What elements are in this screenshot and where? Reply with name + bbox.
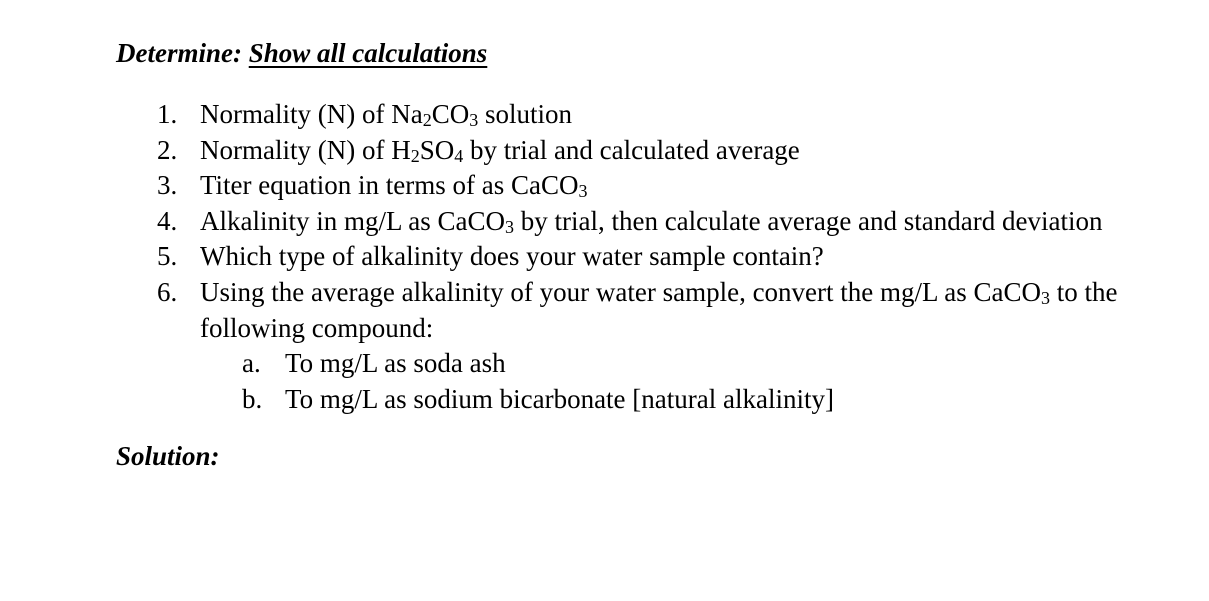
list-number: 3. (157, 170, 178, 201)
list-item-3 (0, 168, 1209, 204)
sub-item-text: To mg/L as soda ash (285, 348, 506, 379)
list-text: following compound: (200, 312, 434, 343)
list-item-2 (0, 133, 1209, 169)
heading (116, 38, 487, 69)
list-number: 6. (157, 276, 178, 307)
heading-underlined: Show all calculations (248, 38, 488, 68)
list-text: Normality (N) of $H_2SO_4$ by trial and calculated average (200, 134, 800, 166)
sub-item-b (0, 382, 1209, 418)
list-number: 4. (157, 205, 178, 236)
heading-prefix: Determine: (116, 38, 249, 68)
list-item-6-continuation (0, 311, 1209, 347)
sub-item-text: To mg/L as sodium bicarbonate [natural alkalinity] (285, 383, 834, 414)
solution-label: Solution: (116, 441, 220, 471)
list-item-1 (0, 97, 1209, 133)
list-item-4 (0, 204, 1209, 240)
list-number: 5. (157, 241, 178, 272)
list-number: 1. (157, 99, 178, 129)
list-text: Titer equation in terms of as CaCO$_3$ (200, 170, 588, 202)
list-item-5 (0, 239, 1209, 275)
list-text: Alkalinity in mg/L as CaCO$_3$ by trial, then calculate average and standard deviation (200, 205, 1103, 237)
task-list (0, 97, 1209, 417)
list-text: Using the average alkalinity of your water sample, convert the mg/L as CaCO$_3$ to the (200, 276, 1118, 308)
list-number: 2. (157, 134, 178, 165)
sub-item-a (0, 346, 1209, 382)
sub-item-letter: a. (242, 348, 261, 379)
list-text: Which type of alkalinity does your water sample contain? (200, 241, 824, 272)
sub-item-letter: b. (242, 383, 263, 414)
list-text: Normality (N) of $Na_2CO_3$ solution (200, 99, 572, 130)
list-item-6 (0, 275, 1209, 311)
